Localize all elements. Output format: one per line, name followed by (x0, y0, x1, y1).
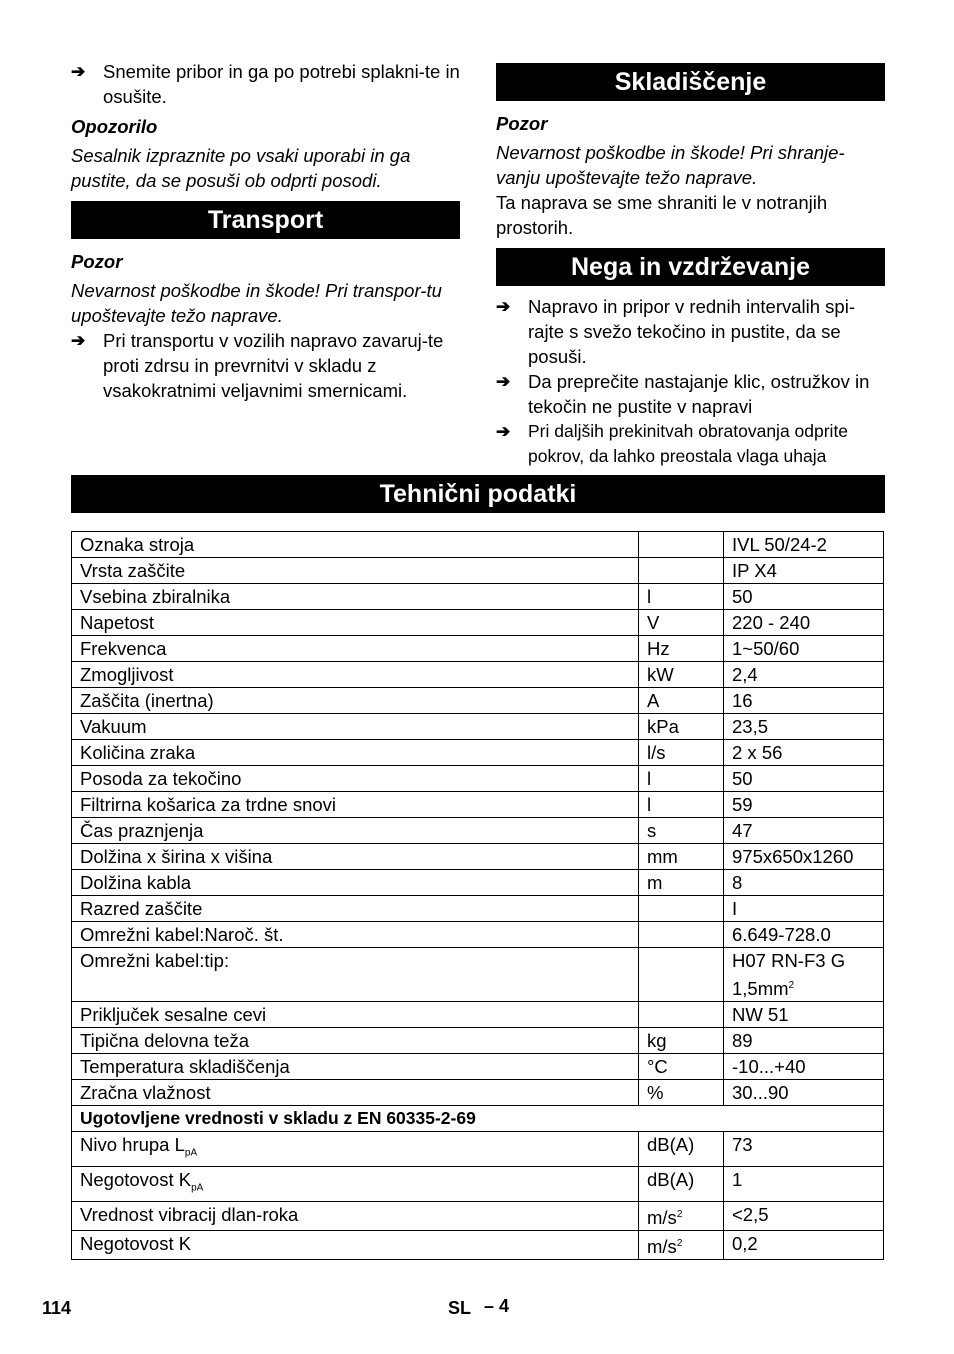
row-label: Omrežni kabel:Naroč. št. (72, 922, 639, 948)
bullet-text: Napravo in pripor v rednih intervalih spi-rajte s svežo tekočino in pustite, da se posuši. (528, 296, 855, 367)
row-value (724, 948, 884, 1002)
row-unit (639, 922, 724, 948)
table-row (72, 740, 884, 766)
table-row (72, 1054, 884, 1080)
row-value: 1 (724, 1166, 884, 1201)
table-row (72, 688, 884, 714)
row-label: Zaščita (inertna) (72, 688, 639, 714)
row-value: I (724, 896, 884, 922)
table-row (72, 1080, 884, 1106)
row-unit: A (639, 688, 724, 714)
row-label: Čas praznjenja (72, 818, 639, 844)
row-unit: kW (639, 662, 724, 688)
row-value: IP X4 (724, 558, 884, 584)
table-row (72, 870, 884, 896)
row-value: <2,5 (724, 1201, 884, 1230)
label-text: Nivo hrupa L (80, 1134, 185, 1156)
row-label: Vsebina zbiralnika (72, 584, 639, 610)
table-row (72, 844, 884, 870)
label-text: Negotovost K (80, 1168, 192, 1190)
pozor-text: Nevarnost poškodbe in škode! Pri shranje-vanju upoštevajte težo naprave. (496, 142, 845, 188)
language-code: SL (448, 1298, 472, 1318)
row-unit (639, 1230, 724, 1259)
care-bullet-2 (496, 369, 885, 419)
superscript: 2 (676, 1237, 683, 1249)
tech-heading: Tehnični podatki (71, 475, 885, 513)
bullet-rinse (71, 59, 460, 109)
row-unit: kg (639, 1028, 724, 1054)
value-line: 1,5mm (732, 978, 789, 1000)
row-value: 50 (724, 766, 884, 792)
row-unit: °C (639, 1054, 724, 1080)
row-unit: l (639, 792, 724, 818)
row-value: -10...+40 (724, 1054, 884, 1080)
subscript: pA (191, 1182, 204, 1194)
bullet-text: Da preprečite nastajanje klic, ostružkov in tekočin ne pustite v napravi (528, 371, 870, 417)
subscript: pA (184, 1147, 198, 1159)
row-label: Napetost (72, 610, 639, 636)
superscript: 2 (676, 1208, 683, 1220)
row-label (72, 1132, 639, 1167)
row-value: 23,5 (724, 714, 884, 740)
left-column (71, 59, 460, 403)
row-unit: mm (639, 844, 724, 870)
row-unit (639, 558, 724, 584)
superscript: 2 (788, 980, 795, 991)
row-unit: l (639, 766, 724, 792)
arrow-icon: ➔ (71, 331, 86, 350)
table-row (72, 1201, 884, 1230)
row-label: Vakuum (72, 714, 639, 740)
table-row (72, 766, 884, 792)
row-unit: l/s (639, 740, 724, 766)
row-unit: l (639, 584, 724, 610)
row-unit (639, 896, 724, 922)
row-unit: % (639, 1080, 724, 1106)
table-row (72, 662, 884, 688)
row-value: NW 51 (724, 1002, 884, 1028)
section-heading: Ugotovljene vrednosti v skladu z EN 60335-2-69 (72, 1106, 884, 1132)
row-unit (639, 532, 724, 558)
row-value: 220 - 240 (724, 610, 884, 636)
page-number: 114 (42, 1298, 72, 1318)
row-unit: V (639, 610, 724, 636)
table-row (72, 1002, 884, 1028)
row-value: 30...90 (724, 1080, 884, 1106)
row-label: Dolžina x širina x višina (72, 844, 639, 870)
table-row (72, 896, 884, 922)
row-value: 6.649-728.0 (724, 922, 884, 948)
row-label: Zmogljivost (72, 662, 639, 688)
row-label (72, 1166, 639, 1201)
warning-label: Opozorilo (71, 116, 158, 137)
transport-heading: Transport (71, 201, 460, 239)
tech-table-body (72, 532, 884, 1260)
row-unit: dB(A) (639, 1132, 724, 1167)
row-unit (639, 1201, 724, 1230)
row-label: Priključek sesalne cevi (72, 1002, 639, 1028)
warning-text: Sesalnik izpraznite po vsaki uporabi in ga pustite, da se posuši ob odprti posodi. (71, 145, 411, 191)
unit-text: m/s (647, 1235, 677, 1257)
table-row (72, 948, 884, 1002)
table-row (72, 558, 884, 584)
row-label: Količina zraka (72, 740, 639, 766)
row-value: 8 (724, 870, 884, 896)
row-value: 0,2 (724, 1230, 884, 1259)
care-bullet-1 (496, 294, 885, 369)
row-label: Tipična delovna teža (72, 1028, 639, 1054)
table-row (72, 610, 884, 636)
row-unit: kPa (639, 714, 724, 740)
row-label: Vrednost vibracij dlan-roka (72, 1201, 639, 1230)
row-label: Vrsta zaščite (72, 558, 639, 584)
tech-table (71, 531, 884, 1260)
storage-heading: Skladiščenje (496, 63, 885, 101)
row-label: Filtrirna košarica za trdne snovi (72, 792, 639, 818)
right-column (496, 59, 885, 469)
row-label: Dolžina kabla (72, 870, 639, 896)
row-label: Omrežni kabel:tip: (72, 948, 639, 1002)
table-row (72, 792, 884, 818)
care-bullet-3 (496, 419, 885, 469)
section-page: – 4 (484, 1296, 510, 1316)
row-value: 89 (724, 1028, 884, 1054)
arrow-icon: ➔ (496, 422, 511, 441)
bullet-transport (71, 328, 460, 403)
table-row (72, 584, 884, 610)
table-row (72, 1166, 884, 1201)
pozor-label: Pozor (71, 251, 123, 272)
storage-text: Ta naprava se sme shraniti le v notranjih prostorih. (496, 192, 828, 238)
table-row (72, 714, 884, 740)
row-value: 1~50/60 (724, 636, 884, 662)
row-label: Posoda za tekočino (72, 766, 639, 792)
table-row (72, 1132, 884, 1167)
row-value: 73 (724, 1132, 884, 1167)
value-line: H07 RN-F3 G (732, 950, 846, 971)
row-label: Zračna vlažnost (72, 1080, 639, 1106)
care-heading: Nega in vzdrževanje (496, 248, 885, 286)
row-unit (639, 1002, 724, 1028)
bullet-text: Pri daljših prekinitvah obratovanja odprite pokrov, da lahko preostala vlaga uhaja (528, 421, 849, 466)
bullet-text: Pri transportu v vozilih napravo zavaruj-te proti zdrsu in prevrnitvi v skladu z vsakokratnimi veljavnimi smernicami. (103, 330, 444, 401)
row-unit: dB(A) (639, 1166, 724, 1201)
row-value: 47 (724, 818, 884, 844)
row-unit: Hz (639, 636, 724, 662)
row-value: 50 (724, 584, 884, 610)
arrow-icon: ➔ (71, 62, 86, 81)
table-row (72, 1230, 884, 1259)
arrow-icon: ➔ (496, 372, 511, 391)
unit-text: m/s (647, 1206, 677, 1228)
table-row (72, 532, 884, 558)
row-value: 2,4 (724, 662, 884, 688)
pozor-text: Nevarnost poškodbe in škode! Pri transpor-tu upoštevajte težo naprave. (71, 280, 442, 326)
row-label: Razred zaščite (72, 896, 639, 922)
table-row (72, 1028, 884, 1054)
table-row (72, 1106, 884, 1132)
row-value: 59 (724, 792, 884, 818)
pozor-label: Pozor (496, 113, 548, 134)
table-row (72, 922, 884, 948)
row-label: Temperatura skladiščenja (72, 1054, 639, 1080)
row-value: 975x650x1260 (724, 844, 884, 870)
row-unit: s (639, 818, 724, 844)
table-row (72, 818, 884, 844)
table-row (72, 636, 884, 662)
row-label: Oznaka stroja (72, 532, 639, 558)
row-value: 16 (724, 688, 884, 714)
row-label: Negotovost K (72, 1230, 639, 1259)
row-value: 2 x 56 (724, 740, 884, 766)
arrow-icon: ➔ (496, 297, 511, 316)
row-label: Frekvenca (72, 636, 639, 662)
row-unit: m (639, 870, 724, 896)
row-value: IVL 50/24-2 (724, 532, 884, 558)
row-unit (639, 948, 724, 1002)
bullet-text: Snemite pribor in ga po potrebi splakni-te in osušite. (103, 61, 460, 107)
